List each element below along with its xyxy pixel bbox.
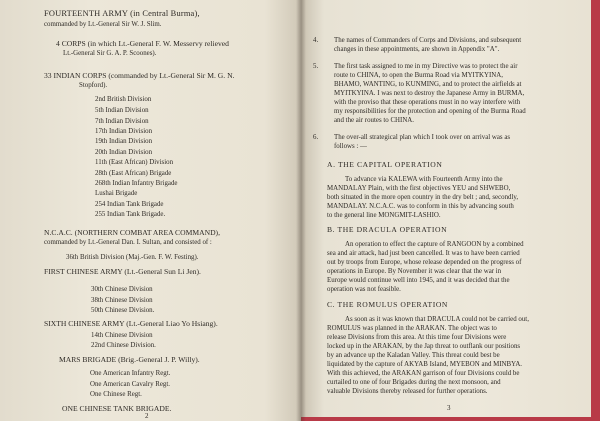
book-spine [296,0,306,421]
page-number: 2 [145,412,149,420]
list-item: 36th British Division (Maj.-Gen. F. W. Festing). [66,254,199,261]
text-line: With this achieved, the ARAKAN garrison of four Divisions could be [327,370,520,377]
section-heading: A. THE CAPITAL OPERATION [327,160,443,169]
text-line: route to CHINA, to open the Burma Road via MYITKYINA, [334,72,503,79]
text-line: 33 INDIAN CORPS (commanded by Lt.-General Sir M. G. N. [44,71,235,80]
list-item: 268th Indian Infantry Brigade [95,180,178,187]
text-line: FOURTEENTH ARMY (in Central Burma), [44,9,200,18]
text-line: MANDALAY. N.C.A.C. was to conform in this by advancing south [327,203,514,210]
text-line: curtailed to one of four Brigades during the next monsoon, and [327,379,501,386]
text-line: commanded by Lt.-General Dan. I. Sultan, and consisted of : [44,239,212,246]
text-line: To advance via KALEWA with Fourteenth Army into the [345,176,503,183]
paragraph-number: 6. [313,134,319,141]
list-item: 255 Indian Tank Brigade. [95,211,166,218]
section-heading: C. THE ROMULUS OPERATION [327,300,449,309]
section-heading: B. THE DRACULA OPERATION [327,225,448,234]
text-line: and the air routes to CHINA. [334,117,414,124]
text-line: ROMULUS was planned in the ARAKAN. The object was to [327,325,497,332]
text-line: Lt.-General Sir G. A. P. Scoones). [63,50,157,57]
text-line: As soon as it was known that DRACULA could not be carried out, [345,316,529,323]
text-line: my responsibilities for the protection and opening of the Burma Road [334,108,526,115]
text-line: Europe would continue well into 1945, and it was decided that the [327,277,510,284]
text-line: both situated in the more open country in the dry belt ; and, secondly, [327,194,519,201]
list-item: 38th Chinese Division [91,297,153,304]
list-item: 28th (East African) Brigade [95,170,172,177]
list-item: 14th Chinese Division [91,332,153,339]
text-line: ONE CHINESE TANK BRIGADE. [62,404,172,413]
text-line: MYITKYINA. I was next to destroy the Japanese Army in BURMA, [334,90,525,97]
text-line: N.C.A.C. (NORTHERN COMBAT AREA COMMAND), [44,228,220,237]
text-line: MARS BRIGADE (Brig.-General J. P. Willy). [59,355,200,364]
text-line: operations in Europe. By November it was clear that the war in [327,268,502,275]
text-line: liquidated by the capture of AKYAB Island, MYEBON and MINBYA. [327,361,523,368]
text-line: The over-all strategical plan which I took over on arrival was as [334,134,511,141]
text-line: 4 CORPS (in which Lt.-General F. W. Messervy relieved [56,39,229,48]
text-line: out by troops from Europe, whose release depended on the progress of [327,259,522,266]
text-line: The names of Commanders of Corps and Divisions, and subsequent [334,37,522,44]
text-line: changes in these appointments, are shown in Appendix "A". [334,46,500,53]
list-item: 7th Indian Division [95,118,149,125]
text-line: locked up in the ARAKAN, by the Jap threat to outflank our positions [327,343,521,350]
list-item: One Chinese Regt. [90,391,142,398]
list-item: 30th Chinese Division [91,286,153,293]
page-number: 3 [447,404,451,412]
text-line: MANDALAY Plain, with the first objectives YEU and SHWEBO, [327,185,511,192]
list-item: Lushai Brigade [95,190,138,197]
text-line: with the proviso that these operations must in no way interfere with [334,99,521,106]
text-line: follows : — [334,143,367,150]
text-line: sea and air attack, had just been cancelled. It was to have been carried [327,250,520,257]
list-item: 254 Indian Tank Brigade [95,201,164,208]
list-item: 50th Chinese Division. [91,307,155,314]
list-item: 17th Indian Division [95,128,153,135]
list-item: 19th Indian Division [95,138,153,145]
text-line: An operation to effect the capture of RANGOON by a combined [345,241,524,248]
text-line: release Divisions from this area. At this time four Divisions were [327,334,507,341]
text-line: SIXTH CHINESE ARMY (Lt.-General Liao Yo Hsiang). [44,319,218,328]
list-item: One American Infantry Regt. [90,370,171,377]
right-page [301,0,591,417]
list-item: 5th Indian Division [95,107,149,114]
list-item: 22nd Chinese Division. [91,342,156,349]
text-line: BHAMO, WANTING, to KUNMING, and to protect the airfields at [334,81,522,88]
text-line: to the general line MONGMIT-LASHIO. [327,212,441,219]
list-item: 11th (East African) Division [95,159,174,166]
paragraph-number: 4. [313,37,319,44]
text-line: commanded by Lt.-General Sir W. J. Slim. [44,21,162,28]
list-item: 20th Indian Division [95,149,153,156]
list-item: One American Cavalry Regt. [90,381,170,388]
text-line: Stopford). [79,82,108,89]
text-line: operation was not feasible. [327,286,401,293]
list-item: 2nd British Division [95,96,152,103]
paragraph-number: 5. [313,63,319,70]
text-line: by an advance up the Kaladan Valley. This threat could best be [327,352,500,359]
text-line: FIRST CHINESE ARMY (Lt.-General Sun Li Jen). [44,267,201,276]
text-line: valuable Divisions thereby released for further operations. [327,388,488,395]
text-line: The first task assigned to me in my Directive was to protect the air [334,63,518,70]
